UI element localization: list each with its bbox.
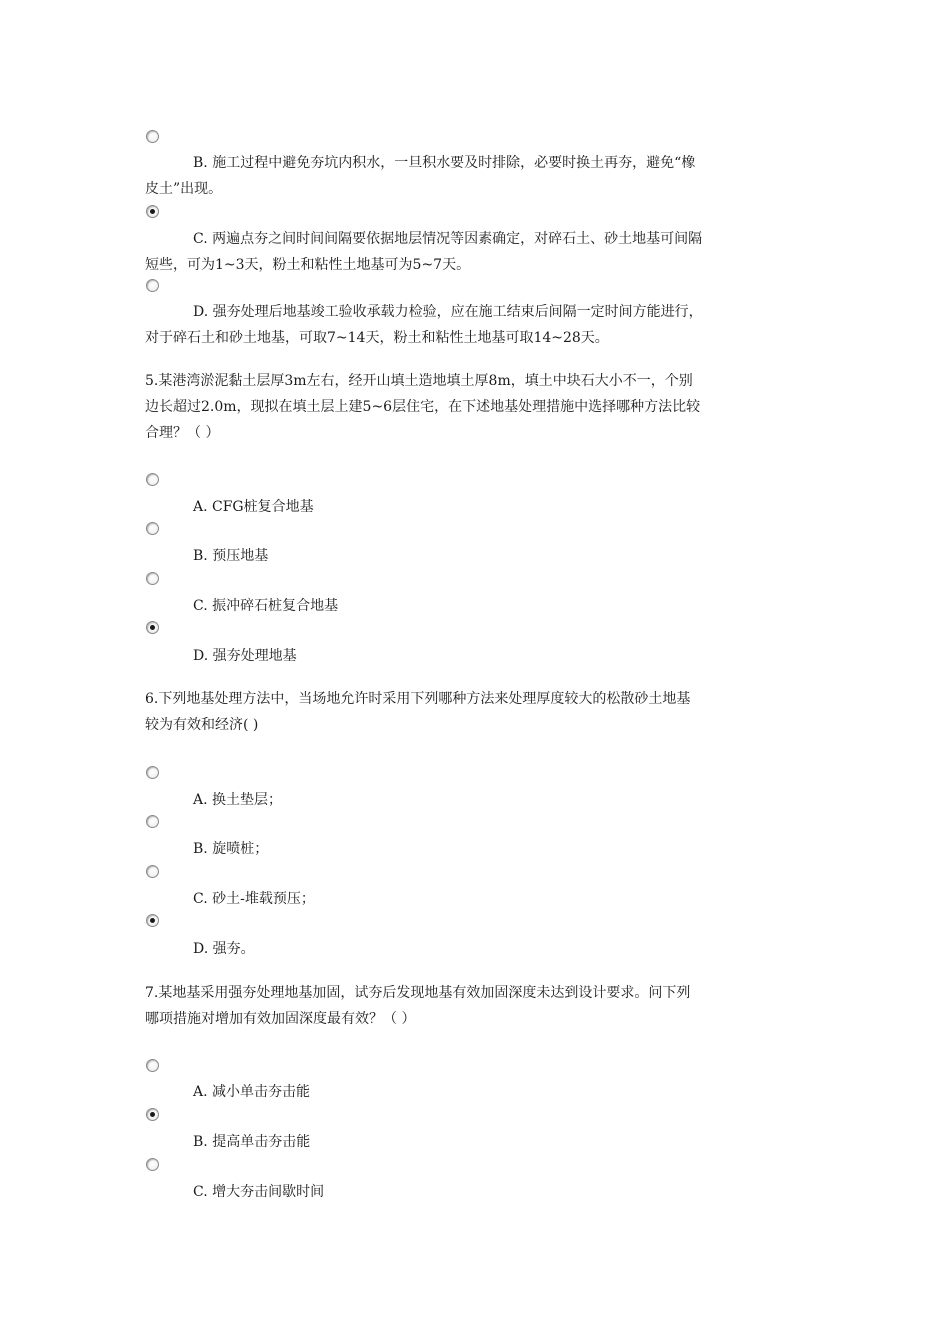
q4-option-d-line-1: D. 强夯处理后地基竣工验收承载力检验，应在施工结束后间隔一定时间方能进行， <box>193 304 703 320</box>
radio-q5-option-a[interactable] <box>146 473 159 486</box>
radio-q7-option-b[interactable] <box>146 1108 159 1121</box>
q4-option-c <box>145 226 810 278</box>
question-6-text <box>145 686 810 738</box>
radio-q4-option-b[interactable] <box>146 205 159 218</box>
question-7-text <box>145 980 810 1032</box>
radio-q6-option-c[interactable] <box>146 865 159 878</box>
q7-line-2: 哪项措施对增加有效加固深度最有效？（ ） <box>145 1011 416 1027</box>
q4-option-d <box>145 299 810 351</box>
q5-option-d: D. 强夯处理地基 <box>193 648 297 664</box>
q6-option-b: B. 旋喷桩； <box>193 841 269 857</box>
q6-option-d: D. 强夯。 <box>193 941 255 957</box>
q4-option-b <box>145 150 810 202</box>
q4-option-b-line-1: B. 施工过程中避免夯坑内积水，一旦积水要及时排除，必要时换土再夯，避免“橡 <box>193 155 696 171</box>
radio-q5-option-c[interactable] <box>146 572 159 585</box>
q5-option-a: A. CFG桩复合地基 <box>193 499 314 515</box>
radio-q7-option-a[interactable] <box>146 1059 159 1072</box>
radio-q6-option-a[interactable] <box>146 766 159 779</box>
q7-line-1: 7.某地基采用强夯处理地基加固，试夯后发现地基有效加固深度未达到设计要求。问下列 <box>145 985 691 1001</box>
q6-line-1: 6.下列地基处理方法中，当场地允许时采用下列哪种方法来处理厚度较大的松散砂土地基 <box>145 691 691 707</box>
q7-option-c: C. 增大夯击间歇时间 <box>193 1184 325 1200</box>
q4-option-d-line-2: 对于碎石土和砂土地基，可取7~14天，粉土和粘性土地基可取14~28天。 <box>145 330 609 346</box>
q6-option-a: A. 换土垫层； <box>193 792 283 808</box>
q4-option-b-line-2: 皮土”出现。 <box>145 181 223 197</box>
q7-option-a: A. 减小单击夯击能 <box>193 1084 311 1100</box>
q5-option-c: C. 振冲碎石桩复合地基 <box>193 598 339 614</box>
radio-q4-option-c[interactable] <box>146 279 159 292</box>
radio-q4-option-a[interactable] <box>146 130 159 143</box>
q5-line-3: 合理？（ ） <box>145 425 220 441</box>
q6-line-2: 较为有效和经济( ) <box>145 717 259 733</box>
question-5-text <box>145 368 810 446</box>
q5-line-2: 边长超过2.0m，现拟在填土层上建5~6层住宅，在下述地基处理措施中选择哪种方法比较 <box>145 399 701 415</box>
q5-option-b: B. 预压地基 <box>193 548 269 564</box>
q4-option-c-line-2: 短些，可为1~3天，粉土和粘性土地基可为5~7天。 <box>145 257 471 273</box>
radio-q6-option-d[interactable] <box>146 914 159 927</box>
radio-q5-option-d[interactable] <box>146 621 159 634</box>
q7-option-b: B. 提高单击夯击能 <box>193 1134 311 1150</box>
q5-line-1: 5.某港湾淤泥黏土层厚3m左右，经开山填土造地填土厚8m，填土中块石大小不一，个别 <box>145 373 693 389</box>
q6-option-c: C. 砂土-堆载预压； <box>193 891 315 907</box>
radio-q6-option-b[interactable] <box>146 815 159 828</box>
radio-q7-option-c[interactable] <box>146 1158 159 1171</box>
q4-option-c-line-1: C. 两遍点夯之间时间间隔要依据地层情况等因素确定，对碎石土、砂土地基可间隔 <box>193 231 703 247</box>
radio-q5-option-b[interactable] <box>146 522 159 535</box>
